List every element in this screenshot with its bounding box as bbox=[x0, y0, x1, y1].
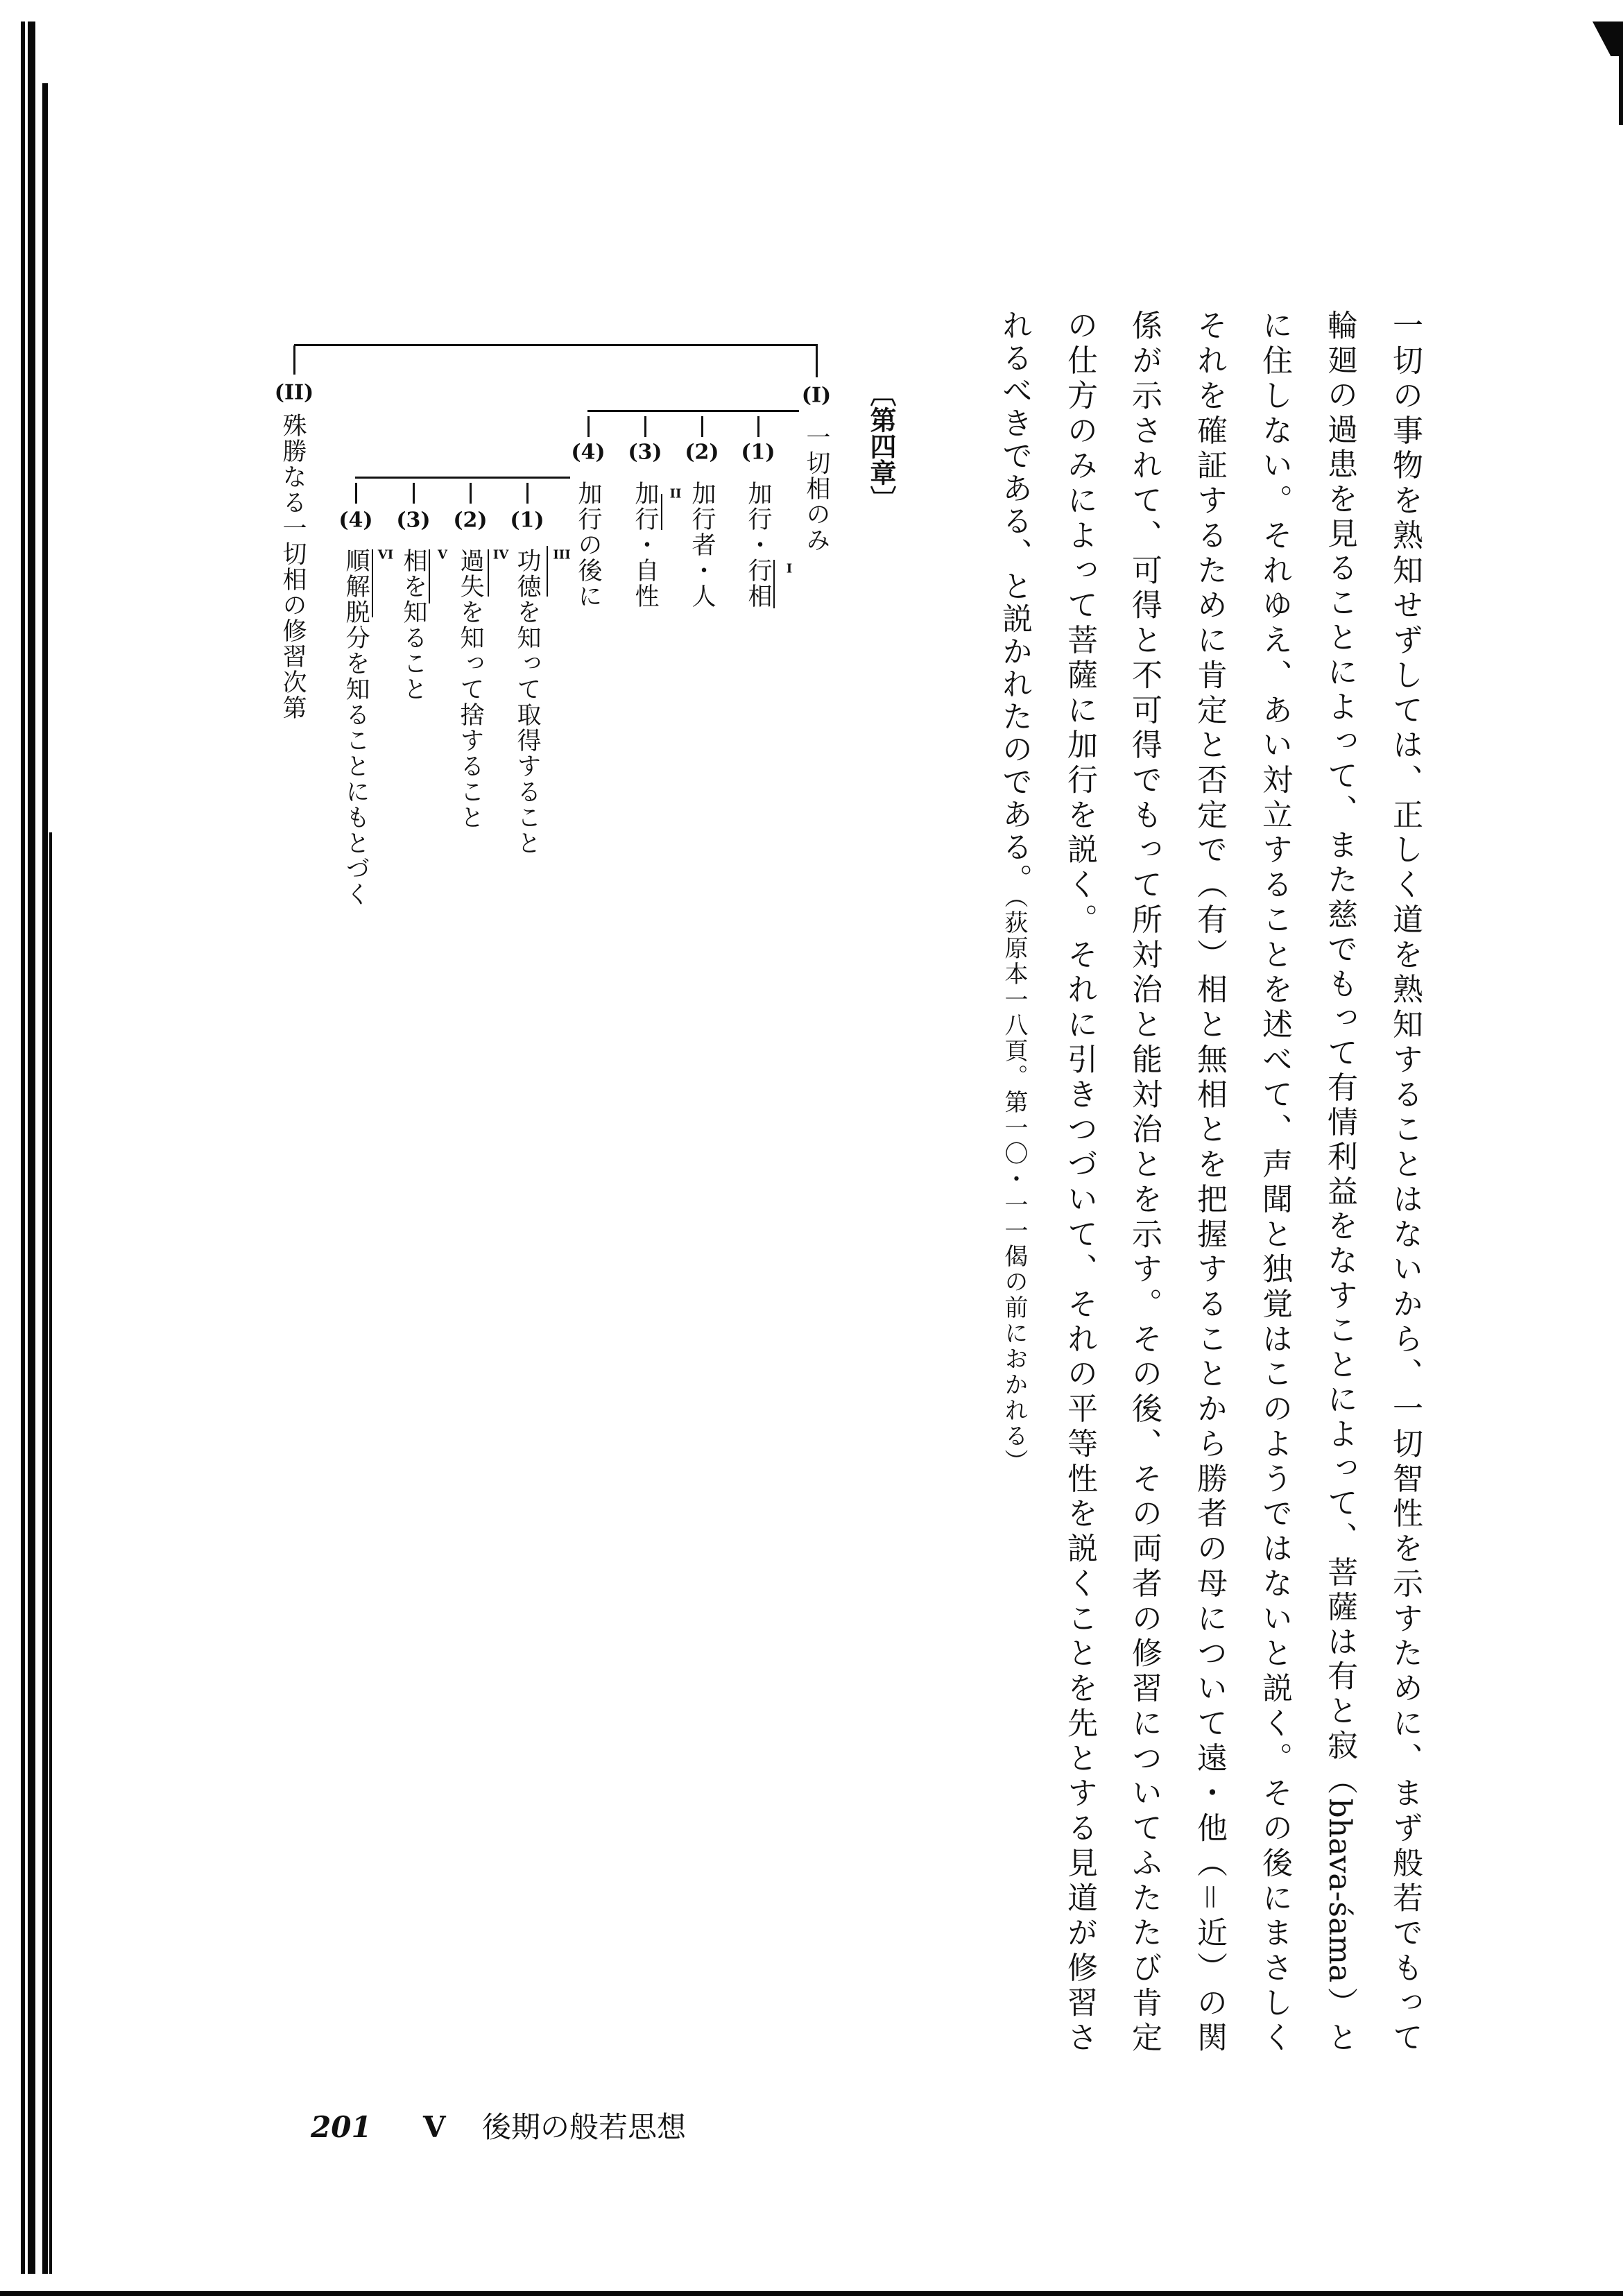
roman-marker: V bbox=[438, 547, 447, 563]
item-label: (3) bbox=[628, 440, 662, 465]
bracket-bar bbox=[372, 549, 373, 617]
tree-connector bbox=[294, 344, 818, 346]
text-column: 一切の事物を熟知せずしては、正しく道を熟知することはないから、一切智性を示すために、まず般若でもって bbox=[1387, 309, 1423, 2052]
subitem-text: 功徳を知って取得すること bbox=[513, 548, 541, 856]
bracket-bar bbox=[661, 494, 662, 530]
subitem-text: 相を知ること bbox=[400, 548, 427, 702]
tree-connector bbox=[413, 483, 415, 504]
scan-corner-shadow bbox=[1592, 22, 1623, 56]
text-column: の仕方のみによって菩薩に加行を説く。それに引きつづいて、それの平等性を説くことを先とする見道が修習さ bbox=[1062, 309, 1097, 2052]
page-number: 201 bbox=[311, 2110, 372, 2144]
text-column-body: れるべきである、と説かれたのである。 bbox=[997, 309, 1032, 896]
subitem-text: 過失を知って捨すること bbox=[456, 548, 484, 830]
item-label: (1) bbox=[741, 440, 775, 465]
text-column: に住しない。それゆえ、あい対立することを述べて、声聞と独覚はこのようではないと説く。その後にまさしく bbox=[1257, 309, 1292, 2052]
section-title-II: 殊勝なる一切相の修習次第 bbox=[279, 413, 307, 721]
roman-marker: VI bbox=[377, 547, 394, 563]
subitem-label: (1) bbox=[510, 508, 544, 533]
section-title-I: 一切相のみ bbox=[802, 425, 830, 553]
text-column: 係が示されて、可得と不可得でもって所対治と能対治とを示す。その後、その両者の修習についてふたたび肯定 bbox=[1126, 309, 1162, 2052]
subitem-text: 順解脱分を知ることにもとづく bbox=[342, 548, 370, 907]
item-label: (2) bbox=[685, 440, 719, 465]
item-text: 加行者・人 bbox=[688, 481, 716, 609]
subitem-label: (3) bbox=[396, 508, 431, 533]
bracket-bar bbox=[773, 560, 775, 608]
section-label-II: (II) bbox=[274, 380, 314, 405]
text-column: それを確証するために肯定と否定で（有）相と無相とを把握することから勝者の母について遠・他（＝近）の関 bbox=[1192, 309, 1227, 2052]
bracket-bar bbox=[429, 549, 430, 603]
scan-corner-shadow bbox=[1619, 55, 1623, 125]
subitem-label: (4) bbox=[338, 508, 373, 533]
roman-marker: II bbox=[669, 486, 682, 502]
tree-connector bbox=[355, 483, 357, 504]
scan-edge-bar bbox=[42, 83, 48, 2274]
tree-connector bbox=[293, 345, 295, 375]
scan-edge-bar bbox=[28, 22, 35, 2274]
citation-note: （荻原本一八頁。第一〇・一一偈の前におかれる） bbox=[1000, 896, 1028, 1475]
item-text: 加行・行相 bbox=[744, 481, 772, 609]
roman-marker: IV bbox=[492, 547, 509, 563]
running-title: 後期の般若思想 bbox=[482, 2110, 687, 2144]
text-column: 輪廻の過患を見ることによって、また慈でもって有情利益をなすことによって、菩薩は有と寂（bhava-śama）と bbox=[1322, 309, 1357, 2052]
tree-connector bbox=[757, 416, 759, 437]
scan-bottom-bar bbox=[0, 2291, 1623, 2296]
item-text: 加行・自性 bbox=[631, 481, 659, 609]
item-label: (4) bbox=[571, 440, 606, 465]
part-number: V bbox=[423, 2110, 446, 2144]
scan-edge-bar bbox=[21, 22, 25, 2274]
tree-connector bbox=[644, 416, 646, 437]
roman-marker: III bbox=[553, 547, 571, 563]
section-label-I: (I) bbox=[801, 383, 832, 408]
tree-connector bbox=[355, 477, 570, 479]
tree-connector bbox=[701, 416, 703, 437]
tree-connector bbox=[470, 483, 472, 504]
bracket-bar bbox=[547, 546, 548, 597]
tree-connector bbox=[587, 410, 799, 412]
item-text: 加行の後に bbox=[574, 481, 602, 609]
chapter-heading: 〔第四章〕 bbox=[866, 380, 896, 512]
tree-connector bbox=[816, 345, 818, 377]
scan-edge-bar bbox=[49, 832, 52, 2274]
subitem-label: (2) bbox=[453, 508, 488, 533]
roman-marker: I bbox=[786, 561, 793, 576]
text-column bbox=[997, 309, 1031, 1475]
bracket-bar bbox=[488, 549, 489, 597]
tree-connector bbox=[526, 483, 529, 504]
tree-connector bbox=[587, 416, 590, 437]
